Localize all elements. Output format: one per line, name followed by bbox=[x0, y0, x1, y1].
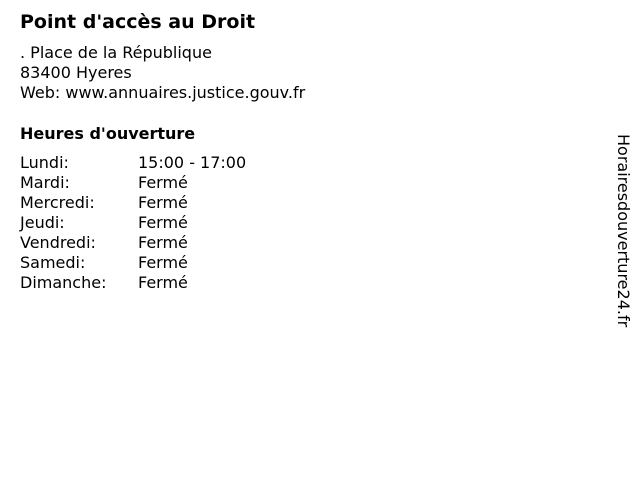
day-hours: 15:00 - 17:00 bbox=[138, 153, 247, 172]
day-label: Jeudi: bbox=[20, 213, 65, 232]
address-street: . Place de la République bbox=[20, 43, 212, 62]
day-hours: Fermé bbox=[138, 193, 188, 212]
day-hours: Fermé bbox=[138, 273, 188, 292]
day-hours: Fermé bbox=[138, 173, 188, 192]
day-label: Mercredi: bbox=[20, 193, 95, 212]
day-label: Vendredi: bbox=[20, 233, 96, 252]
opening-hours-heading: Heures d'ouverture bbox=[20, 124, 196, 143]
address-block bbox=[20, 43, 305, 103]
day-hours: Fermé bbox=[138, 253, 188, 272]
day-label: Dimanche: bbox=[20, 273, 107, 292]
day-label: Samedi: bbox=[20, 253, 86, 272]
site-watermark: Horairesdouverture24.fr bbox=[614, 134, 633, 328]
address-city: 83400 Hyeres bbox=[20, 63, 132, 82]
day-hours: Fermé bbox=[138, 213, 188, 232]
place-title: Point d'accès au Droit bbox=[20, 11, 256, 33]
day-hours: Fermé bbox=[138, 233, 188, 252]
day-label: Mardi: bbox=[20, 173, 70, 192]
website-line[interactable]: Web: www.annuaires.justice.gouv.fr bbox=[20, 83, 306, 102]
day-label: Lundi: bbox=[20, 153, 69, 172]
